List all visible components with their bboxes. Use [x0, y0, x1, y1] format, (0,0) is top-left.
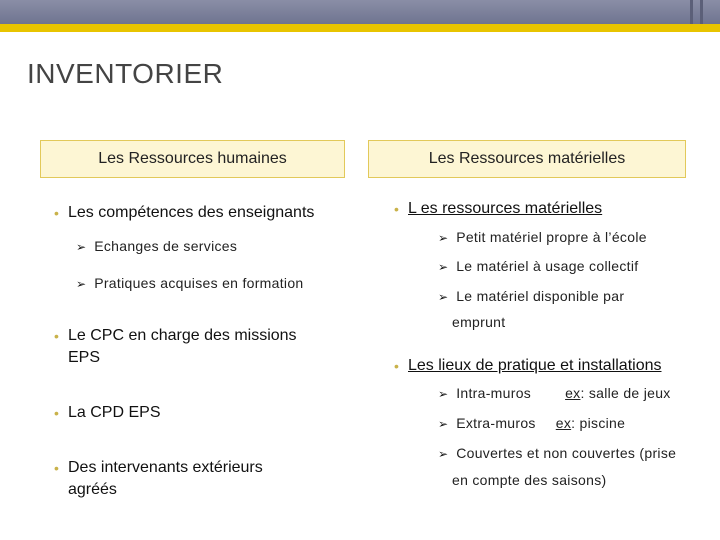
top-banner [0, 0, 720, 24]
bullet-dot-icon: • [394, 201, 399, 217]
accent-bar [0, 24, 720, 32]
sub-item-text: Le matériel disponible par [456, 288, 625, 304]
sub-item-cont: en compte des saisons) [452, 472, 607, 488]
bullet-lieux [394, 355, 662, 377]
bullet-intervenants [54, 457, 263, 501]
bullet-dot-icon: • [54, 405, 59, 421]
bullet-dot-icon: • [54, 205, 59, 221]
bullet-dot-icon: • [394, 358, 399, 374]
sub-item [438, 226, 647, 249]
sub-item-text: Echanges de services [94, 238, 238, 254]
bullet-ressources-materielles [394, 198, 603, 220]
sub-item-text: Couvertes et non couvertes (prise [456, 445, 677, 461]
header-human-resources: Les Ressources humaines [40, 140, 345, 178]
sub-item [438, 285, 624, 308]
bullet-text-cont: agréés [68, 481, 117, 498]
bullet-competences [54, 202, 315, 224]
example-detail: : piscine [571, 415, 626, 431]
sub-item-text: Intra-muros [456, 385, 532, 401]
sub-item [438, 255, 638, 278]
banner-stripe [700, 0, 703, 24]
bullet-text: Les lieux de pratique et installations [408, 357, 662, 374]
bullet-dot-icon: • [54, 460, 59, 476]
sub-item-text: Le matériel à usage collectif [456, 258, 639, 274]
arrow-icon: ➢ [438, 447, 449, 461]
bullet-text: Le CPC en charge des missions [68, 327, 297, 344]
arrow-icon: ➢ [438, 417, 449, 431]
bullet-text: Des intervenants extérieurs [68, 459, 263, 476]
sub-item [438, 382, 671, 405]
arrow-icon: ➢ [438, 290, 449, 304]
bullet-text: L es ressources matérielles [408, 200, 603, 217]
bullet-cpc [54, 325, 297, 369]
arrow-icon: ➢ [76, 277, 87, 291]
bullet-dot-icon: • [54, 328, 59, 344]
bullet-text-cont: EPS [68, 349, 101, 366]
bullet-cpd [54, 402, 161, 424]
arrow-icon: ➢ [76, 240, 87, 254]
bullet-text: La CPD EPS [68, 404, 161, 421]
header-material-resources: Les Ressources matérielles [368, 140, 686, 178]
sub-item [438, 442, 676, 465]
sub-item-text: Pratiques acquises en formation [94, 275, 304, 291]
example-detail: : salle de jeux [580, 385, 671, 401]
banner-stripe [690, 0, 693, 24]
arrow-icon: ➢ [438, 260, 449, 274]
example-label: ex [555, 415, 572, 431]
sub-item-cont: emprunt [452, 314, 506, 330]
slide-title: INVENTORIER [27, 58, 224, 89]
sub-item [76, 235, 237, 258]
arrow-icon: ➢ [438, 231, 449, 245]
sub-item-text: Extra-muros [456, 415, 536, 431]
example-label: ex [565, 385, 581, 401]
bullet-text: Les compétences des enseignants [68, 204, 315, 221]
arrow-icon: ➢ [438, 387, 449, 401]
sub-item [76, 272, 304, 295]
sub-item-text: Petit matériel propre à l’école [456, 229, 647, 245]
sub-item [438, 412, 625, 435]
